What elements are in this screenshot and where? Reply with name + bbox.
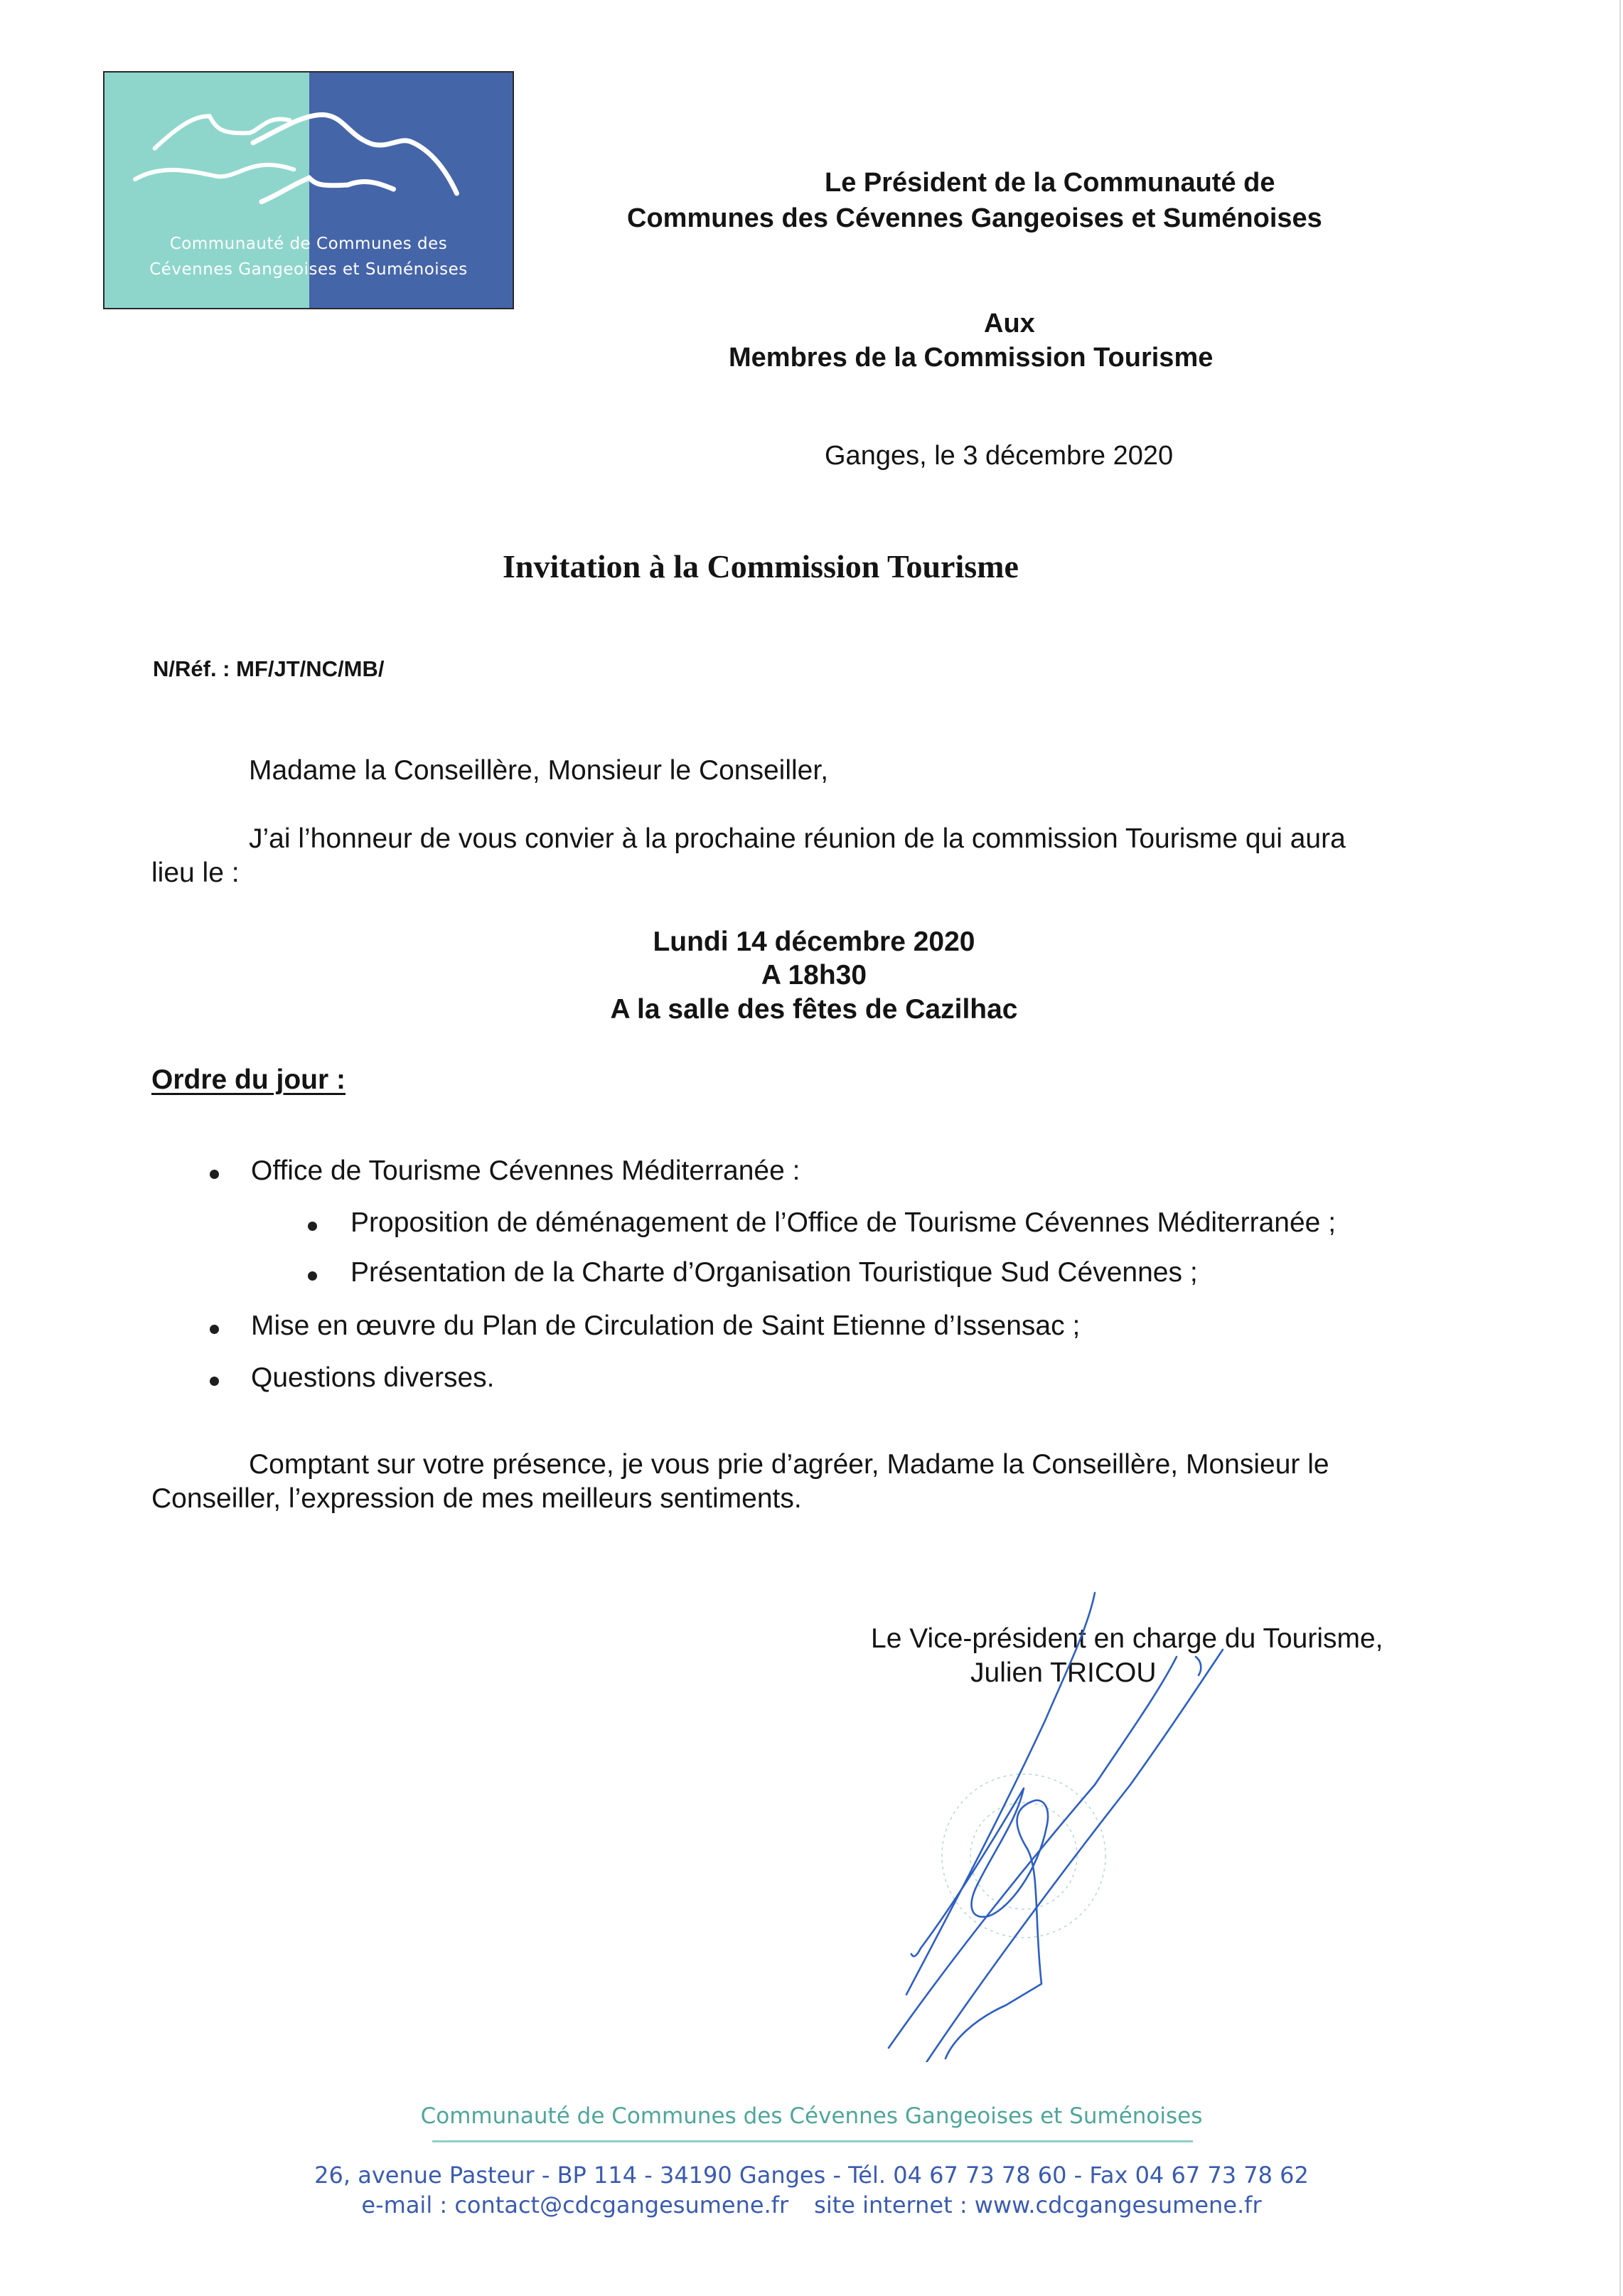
footer-divider — [432, 2140, 1193, 2142]
event-time: A 18h30 — [761, 960, 867, 991]
bullet-icon — [308, 1222, 317, 1231]
stamp-circle-icon — [942, 1774, 1105, 1938]
document-title: Invitation à la Commission Tourisme — [503, 548, 1019, 584]
footer-organization-name: Communauté de Communes des Cévennes Gangeoises et Suménoises — [420, 2103, 1203, 2129]
footer-website-link[interactable]: site internet : www.cdcgangesumene.fr — [814, 2191, 1262, 2218]
page-edge — [1619, 0, 1621, 2296]
bullet-icon — [210, 1170, 219, 1179]
agenda-item-text: Questions diverses. — [251, 1362, 495, 1393]
recipient-prefix: Aux — [984, 309, 1035, 338]
agenda-subitem — [350, 1257, 1198, 1288]
logo-text-line1: Communauté de Communes des — [169, 235, 448, 253]
closing-line-1: Comptant sur votre présence, je vous prie d’agréer, Madame la Conseillère, Monsieur le — [249, 1449, 1329, 1480]
place-date: Ganges, le 3 décembre 2020 — [825, 441, 1174, 471]
event-date: Lundi 14 décembre 2020 — [653, 927, 975, 957]
logo-text-line2: Cévennes Gangeoises et Suménoises — [149, 260, 468, 279]
agenda-item-text: Mise en œuvre du Plan de Circulation de Saint Etienne d’Issensac ; — [251, 1310, 1081, 1341]
signatory-name: Julien TRICOU — [970, 1657, 1157, 1688]
bullet-icon — [210, 1325, 219, 1334]
event-place: A la salle des fêtes de Cazilhac — [610, 994, 1018, 1025]
agenda-subitem — [350, 1207, 1336, 1239]
bullet-icon — [308, 1271, 317, 1281]
salutation: Madame la Conseillère, Monsieur le Conseiller, — [249, 755, 829, 786]
agenda-item-text: Proposition de déménagement de l’Office de Tourisme Cévennes Méditerranée ; — [350, 1207, 1337, 1238]
signatory-title: Le Vice-président en charge du Tourisme, — [871, 1623, 1383, 1654]
sender-line-1: Le Président de la Communauté de — [825, 168, 1275, 198]
agenda-item-text: Office de Tourisme Cévennes Méditerranée : — [251, 1155, 800, 1186]
reference: N/Réf. : MF/JT/NC/MB/ — [153, 656, 385, 681]
agenda-item — [251, 1310, 1080, 1342]
agenda-item — [251, 1362, 495, 1394]
invitation-paragraph-line-2: lieu le : — [151, 858, 240, 888]
organization-logo — [103, 71, 514, 309]
footer-contact — [0, 2191, 1623, 2218]
recipient: Membres de la Commission Tourisme — [729, 343, 1214, 373]
closing-line-2: Conseiller, l’expression de mes meilleurs sentiments. — [151, 1483, 802, 1514]
agenda-item-text: Présentation de la Charte d’Organisation Touristique Sud Cévennes ; — [350, 1257, 1198, 1288]
footer-email-link[interactable]: e-mail : contact@cdcgangesumene.fr — [361, 2191, 789, 2218]
agenda-item — [251, 1155, 800, 1187]
footer-address: 26, avenue Pasteur - BP 114 - 34190 Ganges - Tél. 04 67 73 78 60 - Fax 04 67 73 78 62 — [314, 2162, 1309, 2189]
agenda-heading: Ordre du jour : — [151, 1064, 346, 1095]
sender-line-2: Communes des Cévennes Gangeoises et Suménoises — [627, 203, 1322, 233]
bullet-icon — [210, 1377, 219, 1386]
invitation-paragraph-line-1: J’ai l’honneur de vous convier à la prochaine réunion de la commission Tourisme qui aura — [249, 823, 1346, 854]
